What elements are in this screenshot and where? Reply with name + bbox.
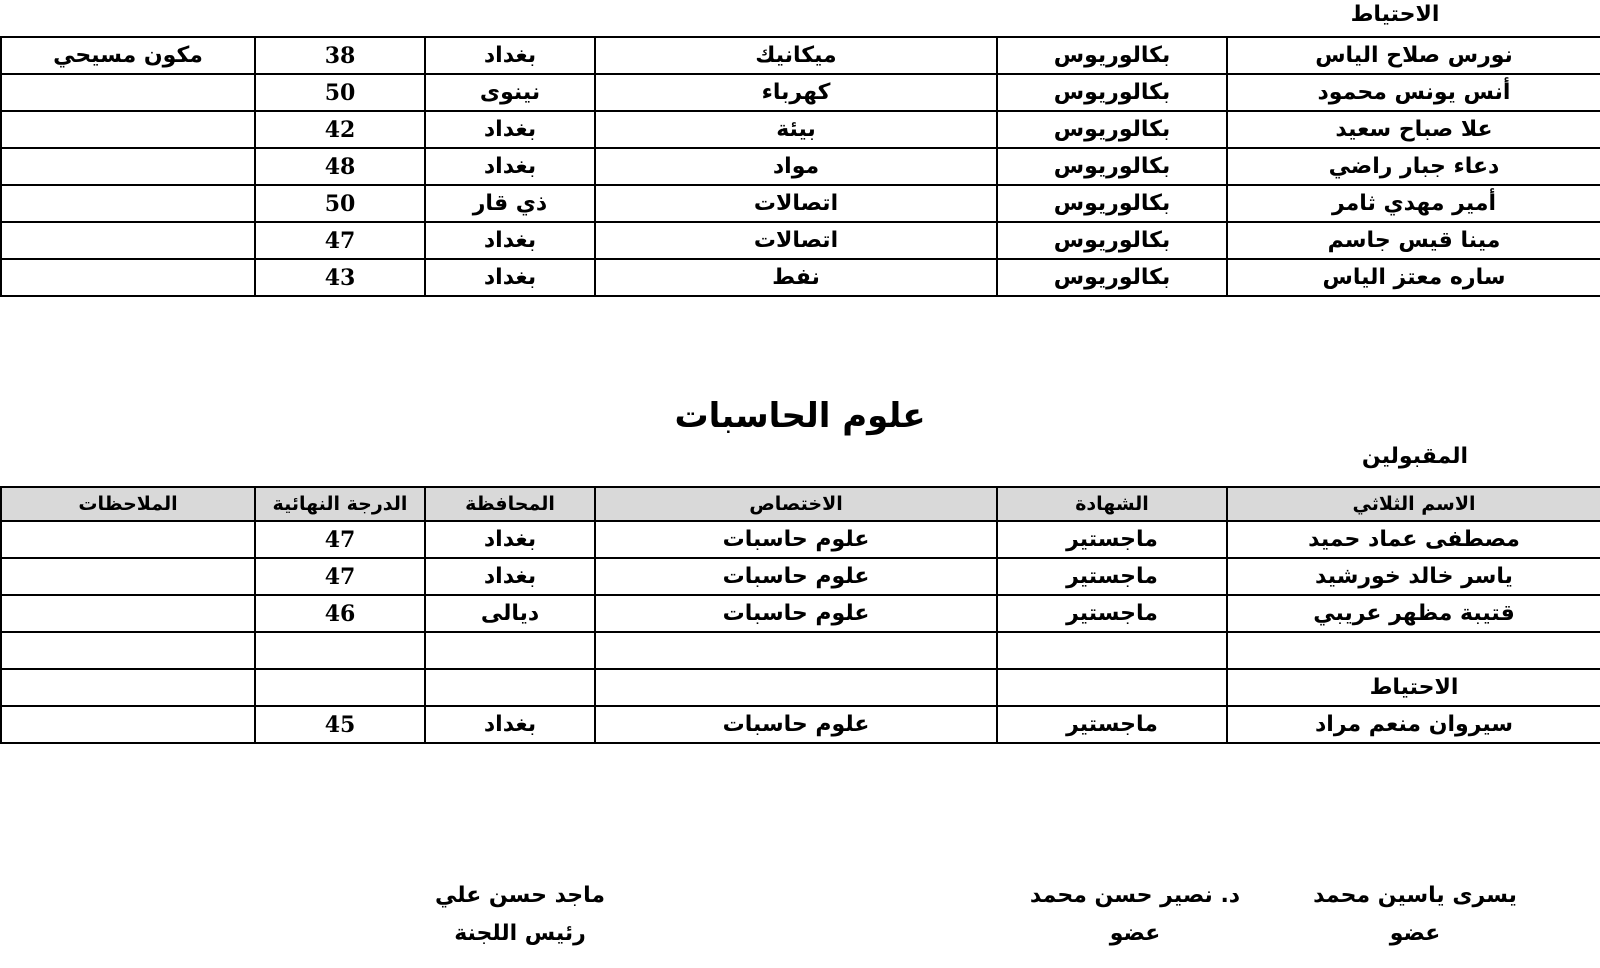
table-row bbox=[1, 111, 1600, 148]
score-cell: 46 bbox=[255, 595, 425, 632]
header-notes: الملاحظات bbox=[1, 487, 255, 521]
governorate-cell: بغداد bbox=[425, 259, 595, 296]
signature-role: عضو bbox=[1389, 921, 1441, 946]
notes-cell bbox=[1, 74, 255, 111]
notes-cell bbox=[1, 706, 255, 743]
specialty-cell: اتصالات bbox=[595, 222, 997, 259]
degree-cell: بكالوريوس bbox=[997, 222, 1227, 259]
notes-cell bbox=[1, 185, 255, 222]
header-name: الاسم الثلاثي bbox=[1227, 487, 1600, 521]
table-row bbox=[1, 521, 1600, 558]
notes-cell bbox=[1, 222, 255, 259]
table-row bbox=[1, 74, 1600, 111]
table-row bbox=[1, 706, 1600, 743]
name-cell: أنس يونس محمود bbox=[1227, 74, 1600, 111]
specialty-cell: كهرباء bbox=[595, 74, 997, 111]
signature-name: يسرى ياسين محمد bbox=[1313, 883, 1517, 908]
name-cell: مصطفى عماد حميد bbox=[1227, 521, 1600, 558]
signature-role: عضو bbox=[1109, 921, 1161, 946]
table-row bbox=[1, 37, 1600, 74]
notes-cell: مكون مسيحي bbox=[1, 37, 255, 74]
degree-cell: بكالوريوس bbox=[997, 259, 1227, 296]
governorate-cell: بغداد bbox=[425, 558, 595, 595]
empty-cell bbox=[1, 669, 255, 706]
name-cell: مينا قيس جاسم bbox=[1227, 222, 1600, 259]
specialty-cell: اتصالات bbox=[595, 185, 997, 222]
score-cell: 50 bbox=[255, 185, 425, 222]
degree-cell: ماجستير bbox=[997, 595, 1227, 632]
degree-cell: بكالوريوس bbox=[997, 185, 1227, 222]
computer-science-table bbox=[0, 486, 1600, 744]
table-row bbox=[1, 259, 1600, 296]
empty-cell bbox=[425, 669, 595, 706]
score-cell: 47 bbox=[255, 222, 425, 259]
degree-cell: ماجستير bbox=[997, 558, 1227, 595]
header-governorate: المحافظة bbox=[425, 487, 595, 521]
signature-name: د. نصير حسن محمد bbox=[1029, 883, 1241, 908]
signature-member-1 bbox=[1310, 877, 1520, 953]
governorate-cell: بغداد bbox=[425, 222, 595, 259]
score-cell: 43 bbox=[255, 259, 425, 296]
table-row bbox=[1, 222, 1600, 259]
signature-name: ماجد حسن علي bbox=[434, 883, 606, 908]
degree-cell: ماجستير bbox=[997, 706, 1227, 743]
score-cell: 48 bbox=[255, 148, 425, 185]
signature-committee-head bbox=[420, 877, 620, 953]
table-row bbox=[1, 595, 1600, 632]
governorate-cell: نينوى bbox=[425, 74, 595, 111]
name-cell: نورس صلاح الياس bbox=[1227, 37, 1600, 74]
specialty-cell: بيئة bbox=[595, 111, 997, 148]
governorate-cell: ديالى bbox=[425, 595, 595, 632]
signature-member-2 bbox=[1020, 877, 1250, 953]
degree-cell: بكالوريوس bbox=[997, 148, 1227, 185]
notes-cell bbox=[1, 521, 255, 558]
name-cell: أمير مهدي ثامر bbox=[1227, 185, 1600, 222]
empty-cell bbox=[997, 632, 1227, 669]
table-header-row bbox=[1, 487, 1600, 521]
name-cell: سيروان منعم مراد bbox=[1227, 706, 1600, 743]
empty-cell bbox=[255, 632, 425, 669]
governorate-cell: بغداد bbox=[425, 148, 595, 185]
header-degree: الشهادة bbox=[997, 487, 1227, 521]
table-row bbox=[1, 558, 1600, 595]
name-cell: دعاء جبار راضي bbox=[1227, 148, 1600, 185]
signature-role: رئيس اللجنة bbox=[454, 921, 586, 946]
reserve-label-row bbox=[1, 669, 1600, 706]
score-cell: 50 bbox=[255, 74, 425, 111]
empty-cell bbox=[1, 632, 255, 669]
governorate-cell: بغداد bbox=[425, 521, 595, 558]
specialty-cell: علوم حاسبات bbox=[595, 558, 997, 595]
score-cell: 45 bbox=[255, 706, 425, 743]
score-cell: 47 bbox=[255, 521, 425, 558]
name-cell: قتيبة مظهر عريبي bbox=[1227, 595, 1600, 632]
empty-cell bbox=[997, 669, 1227, 706]
accepted-label: المقبولين bbox=[1361, 444, 1469, 469]
name-cell: ياسر خالد خورشيد bbox=[1227, 558, 1600, 595]
table-row bbox=[1, 185, 1600, 222]
degree-cell: ماجستير bbox=[997, 521, 1227, 558]
degree-cell: بكالوريوس bbox=[997, 111, 1227, 148]
specialty-cell: علوم حاسبات bbox=[595, 595, 997, 632]
empty-cell bbox=[595, 632, 997, 669]
top-reserve-label: الاحتياط bbox=[1350, 2, 1440, 27]
header-specialty: الاختصاص bbox=[595, 487, 997, 521]
header-score: الدرجة النهائية bbox=[255, 487, 425, 521]
section-title: علوم الحاسبات bbox=[674, 396, 926, 436]
notes-cell bbox=[1, 259, 255, 296]
score-cell: 47 bbox=[255, 558, 425, 595]
notes-cell bbox=[1, 558, 255, 595]
notes-cell bbox=[1, 595, 255, 632]
name-cell: ساره معتز الياس bbox=[1227, 259, 1600, 296]
table-row bbox=[1, 148, 1600, 185]
degree-cell: بكالوريوس bbox=[997, 74, 1227, 111]
governorate-cell: بغداد bbox=[425, 37, 595, 74]
specialty-cell: مواد bbox=[595, 148, 997, 185]
governorate-cell: بغداد bbox=[425, 706, 595, 743]
empty-cell bbox=[425, 632, 595, 669]
notes-cell bbox=[1, 148, 255, 185]
governorate-cell: بغداد bbox=[425, 111, 595, 148]
score-cell: 38 bbox=[255, 37, 425, 74]
empty-cell bbox=[255, 669, 425, 706]
notes-cell bbox=[1, 111, 255, 148]
degree-cell: بكالوريوس bbox=[997, 37, 1227, 74]
specialty-cell: علوم حاسبات bbox=[595, 706, 997, 743]
name-cell: علا صباح سعيد bbox=[1227, 111, 1600, 148]
score-cell: 42 bbox=[255, 111, 425, 148]
top-reserve-table bbox=[0, 36, 1600, 297]
reserve-label: الاحتياط bbox=[1227, 669, 1600, 706]
empty-row bbox=[1, 632, 1600, 669]
specialty-cell: ميكانيك bbox=[595, 37, 997, 74]
empty-cell bbox=[1227, 632, 1600, 669]
specialty-cell: علوم حاسبات bbox=[595, 521, 997, 558]
specialty-cell: نفط bbox=[595, 259, 997, 296]
governorate-cell: ذي قار bbox=[425, 185, 595, 222]
empty-cell bbox=[595, 669, 997, 706]
